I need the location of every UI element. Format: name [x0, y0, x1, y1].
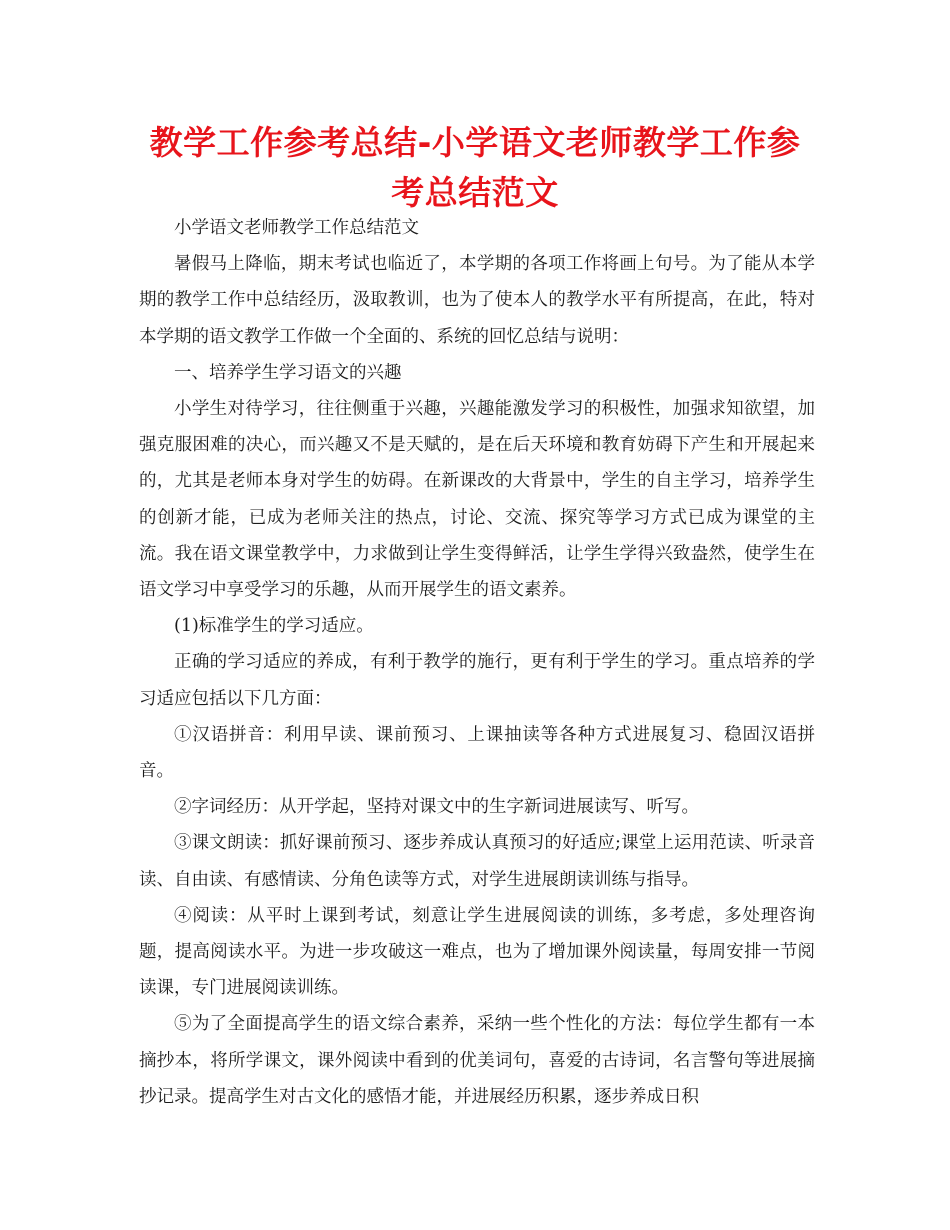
list-item-literacy: ⑤为了全面提高学生的语文综合素养，采纳一些个性化的方法：每位学生都有一本摘抄本，将所学课文，课外阅读中看到的优美词句，喜爱的古诗词，名言警句等进展摘抄记录。提高学生对古文化的感悟才能，并进展经历积累，逐步养成日积	[139, 1014, 815, 1107]
list-item-reading-aloud: ③课文朗读：抓好课前预习、逐步养成认真预习的好适应;课堂上运用范读、听录音读、自由读、有感情读、分角色读等方式，对学生进展朗读训练与指导。	[139, 833, 815, 890]
document-body	[139, 210, 815, 1115]
section-heading: 一、培养学生学习语文的兴趣	[174, 362, 402, 383]
paragraph-intro: 暑假马上降临，期末考试也临近了，本学期的各项工作将画上句号。为了能从本学期的教学工作中总结经历，汲取教训，也为了使本人的教学水平有所提高，在此，特对本学期的语文教学工作做一个全面的、系统的回忆总结与说明：	[139, 254, 815, 347]
list-item-vocabulary: ②字词经历：从开学起，坚持对课文中的生字新词进展读写、听写。	[174, 797, 699, 818]
paragraph-habits: 正确的学习适应的养成，有利于教学的施行，更有利于学生的学习。重点培养的学习适应包括以下几方面：	[139, 652, 815, 709]
document-title: 教学工作参考总结-小学语文老师教学工作参考总结范文	[149, 123, 801, 212]
paragraph-interest: 小学生对待学习，往往侧重于兴趣，兴趣能激发学习的积极性，加强求知欲望，加强克服困难的决心，而兴趣又不是天赋的，是在后天环境和教育妨碍下产生和开展起来的，尤其是老师本身对学生的妨碍。在新课改的大背景中，学生的自主学习，培养学生的创新才能，已成为老师关注的热点，讨论、交流、探究等学习方式已成为课堂的主流。我在语文课堂教学中，力求做到让学生变得鲜活，让学生学得兴致盎然，使学生在语文学习中享受学习的乐趣，从而开展学生的语文素养。	[139, 399, 815, 601]
list-item-reading: ④阅读：从平时上课到考试，刻意让学生进展阅读的训练，多考虑，多处理咨询题，提高阅读水平。为进一步攻破这一难点，也为了增加课外阅读量，每周安排一节阅读课，专门进展阅读训练。	[139, 905, 815, 999]
subsection-heading: (1)标准学生的学习适应。	[174, 616, 374, 637]
list-item-pinyin: ①汉语拼音：利用早读、课前预习、上课抽读等各种方式进展复习、稳固汉语拼音。	[139, 724, 815, 782]
paragraph-subtitle: 小学语文老师教学工作总结范文	[174, 218, 419, 238]
